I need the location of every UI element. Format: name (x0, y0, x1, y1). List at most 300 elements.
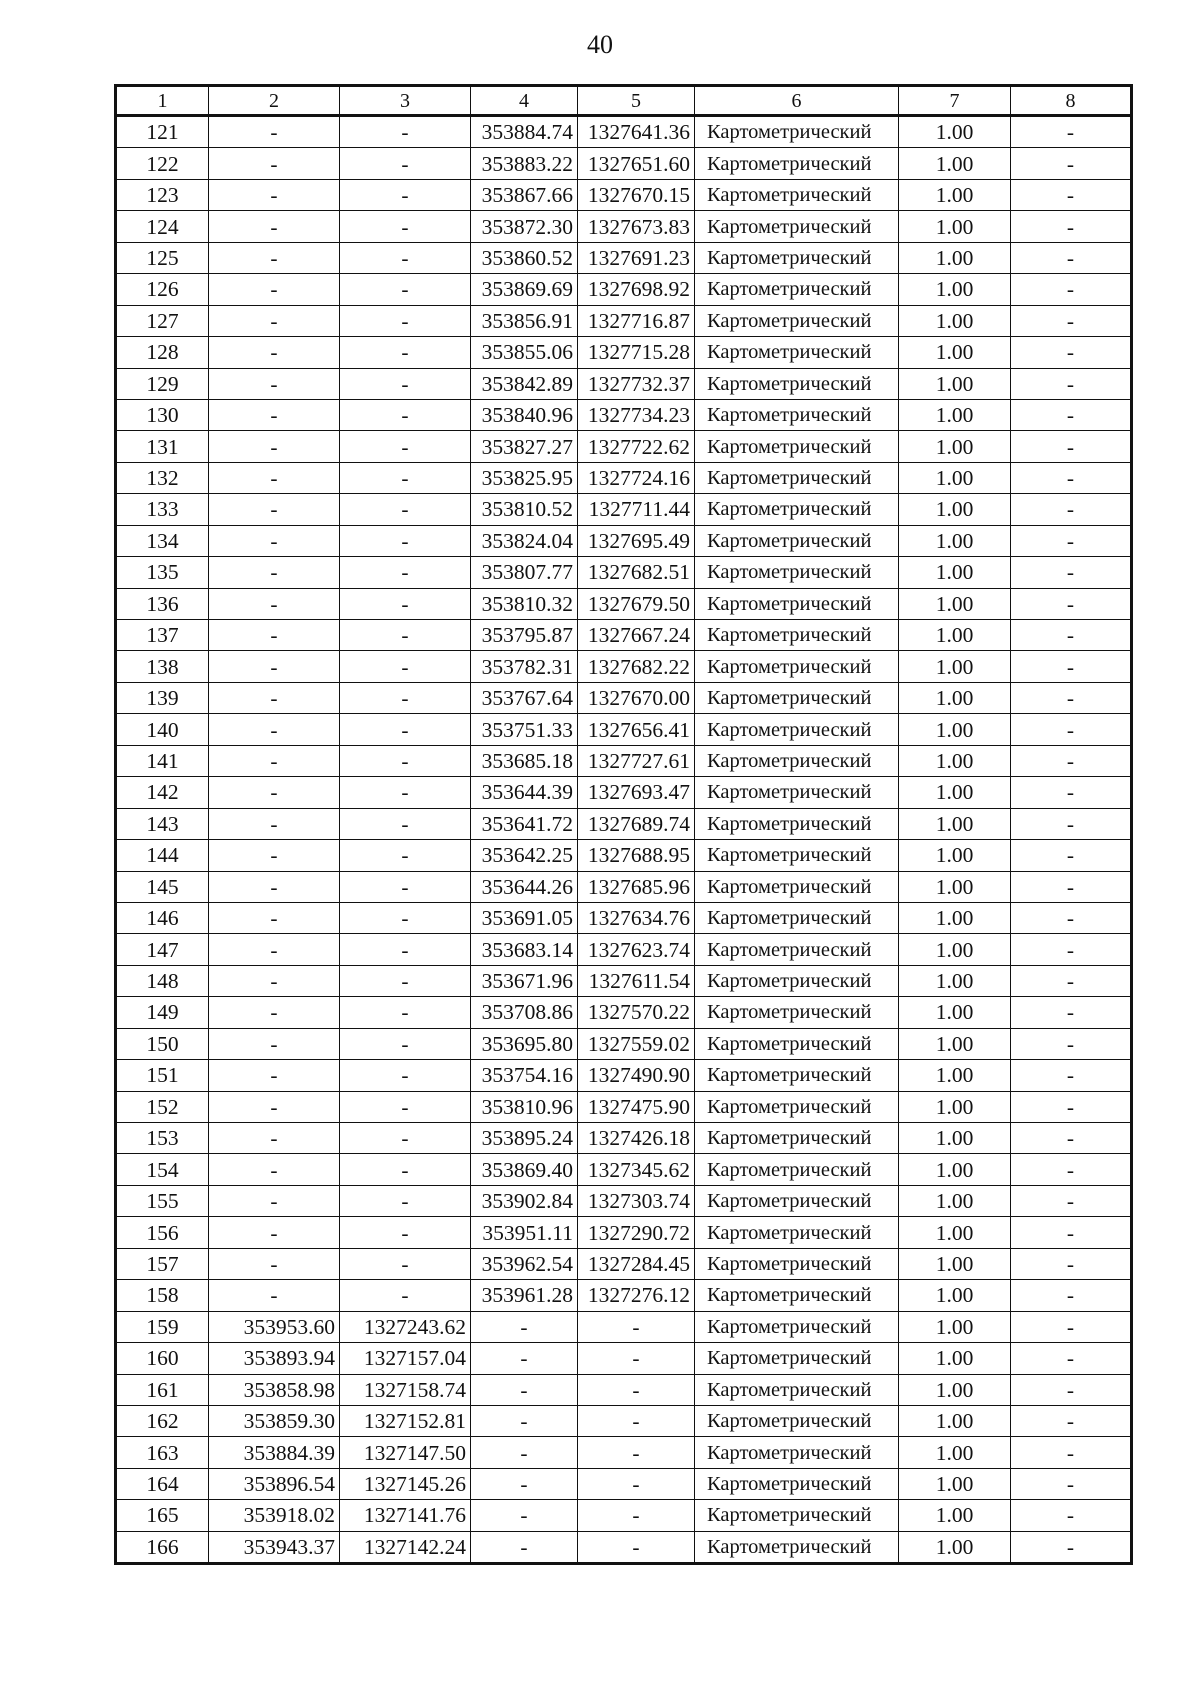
note-cell: - (1011, 1028, 1132, 1059)
old-x-cell: - (209, 1248, 340, 1279)
old-x-cell: 353896.54 (209, 1468, 340, 1499)
new-x-cell: 353824.04 (471, 525, 578, 556)
old-y-cell: - (340, 714, 471, 745)
new-y-cell: - (578, 1500, 695, 1531)
old-x-cell: - (209, 1091, 340, 1122)
point-number-cell: 141 (116, 745, 209, 776)
new-y-cell: 1327722.62 (578, 431, 695, 462)
table-row (116, 1091, 1132, 1122)
old-x-cell: - (209, 179, 340, 210)
table-row (116, 462, 1132, 493)
new-y-cell: 1327716.87 (578, 305, 695, 336)
point-number-cell: 161 (116, 1374, 209, 1405)
old-x-cell: 353893.94 (209, 1343, 340, 1374)
accuracy-cell: 1.00 (899, 808, 1011, 839)
note-cell: - (1011, 902, 1132, 933)
point-number-cell: 166 (116, 1531, 209, 1563)
accuracy-cell: 1.00 (899, 1060, 1011, 1091)
method-cell: Картометрический (695, 620, 899, 651)
accuracy-cell: 1.00 (899, 1468, 1011, 1499)
table-row (116, 305, 1132, 336)
point-number-cell: 154 (116, 1154, 209, 1185)
old-x-cell: - (209, 1185, 340, 1216)
method-cell: Картометрический (695, 1185, 899, 1216)
table-body (116, 116, 1132, 1564)
old-y-cell: 1327157.04 (340, 1343, 471, 1374)
new-y-cell: - (578, 1374, 695, 1405)
new-x-cell: 353642.25 (471, 840, 578, 871)
note-cell: - (1011, 997, 1132, 1028)
point-number-cell: 135 (116, 557, 209, 588)
new-x-cell: 353782.31 (471, 651, 578, 682)
accuracy-cell: 1.00 (899, 148, 1011, 179)
table-row (116, 1405, 1132, 1436)
method-cell: Картометрический (695, 337, 899, 368)
table-row (116, 116, 1132, 148)
new-y-cell: 1327711.44 (578, 494, 695, 525)
old-x-cell: - (209, 934, 340, 965)
old-x-cell: - (209, 525, 340, 556)
point-number-cell: 136 (116, 588, 209, 619)
table-row (116, 651, 1132, 682)
old-y-cell: - (340, 116, 471, 148)
point-number-cell: 127 (116, 305, 209, 336)
old-y-cell: - (340, 997, 471, 1028)
old-x-cell: - (209, 337, 340, 368)
new-y-cell: - (578, 1437, 695, 1468)
new-x-cell: 353825.95 (471, 462, 578, 493)
accuracy-cell: 1.00 (899, 682, 1011, 713)
column-header: 5 (578, 86, 695, 116)
method-cell: Картометрический (695, 902, 899, 933)
column-header: 2 (209, 86, 340, 116)
accuracy-cell: 1.00 (899, 179, 1011, 210)
new-x-cell: 353641.72 (471, 808, 578, 839)
method-cell: Картометрический (695, 588, 899, 619)
accuracy-cell: 1.00 (899, 902, 1011, 933)
new-y-cell: 1327673.83 (578, 211, 695, 242)
new-y-cell: 1327570.22 (578, 997, 695, 1028)
accuracy-cell: 1.00 (899, 1343, 1011, 1374)
table-row (116, 494, 1132, 525)
new-y-cell: 1327559.02 (578, 1028, 695, 1059)
new-x-cell: 353962.54 (471, 1248, 578, 1279)
accuracy-cell: 1.00 (899, 494, 1011, 525)
old-y-cell: - (340, 620, 471, 651)
old-y-cell: - (340, 557, 471, 588)
table-row (116, 431, 1132, 462)
table-row (116, 745, 1132, 776)
table-row (116, 588, 1132, 619)
point-number-cell: 133 (116, 494, 209, 525)
point-number-cell: 128 (116, 337, 209, 368)
old-y-cell: - (340, 1028, 471, 1059)
table-row (116, 337, 1132, 368)
note-cell: - (1011, 1311, 1132, 1342)
accuracy-cell: 1.00 (899, 368, 1011, 399)
new-y-cell: 1327303.74 (578, 1185, 695, 1216)
point-number-cell: 159 (116, 1311, 209, 1342)
new-x-cell: 353810.32 (471, 588, 578, 619)
point-number-cell: 162 (116, 1405, 209, 1436)
new-x-cell: 353795.87 (471, 620, 578, 651)
point-number-cell: 151 (116, 1060, 209, 1091)
old-y-cell: - (340, 274, 471, 305)
old-x-cell: - (209, 682, 340, 713)
point-number-cell: 156 (116, 1217, 209, 1248)
new-x-cell: 353961.28 (471, 1280, 578, 1311)
new-y-cell: 1327634.76 (578, 902, 695, 933)
point-number-cell: 139 (116, 682, 209, 713)
point-number-cell: 163 (116, 1437, 209, 1468)
table-row (116, 1123, 1132, 1154)
new-y-cell: 1327284.45 (578, 1248, 695, 1279)
accuracy-cell: 1.00 (899, 1248, 1011, 1279)
note-cell: - (1011, 305, 1132, 336)
old-y-cell: - (340, 179, 471, 210)
method-cell: Картометрический (695, 997, 899, 1028)
accuracy-cell: 1.00 (899, 1185, 1011, 1216)
old-y-cell: - (340, 211, 471, 242)
note-cell: - (1011, 745, 1132, 776)
point-number-cell: 142 (116, 777, 209, 808)
new-x-cell: 353842.89 (471, 368, 578, 399)
table-row (116, 242, 1132, 273)
note-cell: - (1011, 557, 1132, 588)
table-row (116, 1343, 1132, 1374)
method-cell: Картометрический (695, 431, 899, 462)
table-row (116, 1028, 1132, 1059)
new-y-cell: 1327611.54 (578, 965, 695, 996)
old-x-cell: 353953.60 (209, 1311, 340, 1342)
method-cell: Картометрический (695, 116, 899, 148)
coordinates-table (114, 84, 1133, 1565)
new-y-cell: 1327689.74 (578, 808, 695, 839)
point-number-cell: 149 (116, 997, 209, 1028)
accuracy-cell: 1.00 (899, 462, 1011, 493)
method-cell: Картометрический (695, 871, 899, 902)
new-y-cell: - (578, 1468, 695, 1499)
accuracy-cell: 1.00 (899, 1374, 1011, 1405)
table-row (116, 148, 1132, 179)
method-cell: Картометрический (695, 1374, 899, 1405)
new-y-cell: - (578, 1405, 695, 1436)
column-header: 4 (471, 86, 578, 116)
page-number: 40 (587, 30, 613, 59)
old-y-cell: - (340, 1248, 471, 1279)
old-y-cell: - (340, 242, 471, 273)
new-x-cell: - (471, 1374, 578, 1405)
new-x-cell: 353810.96 (471, 1091, 578, 1122)
table-row (116, 934, 1132, 965)
note-cell: - (1011, 274, 1132, 305)
old-x-cell: - (209, 902, 340, 933)
column-header: 8 (1011, 86, 1132, 116)
note-cell: - (1011, 494, 1132, 525)
old-x-cell: - (209, 462, 340, 493)
note-cell: - (1011, 1060, 1132, 1091)
new-x-cell: 353827.27 (471, 431, 578, 462)
point-number-cell: 132 (116, 462, 209, 493)
table-row (116, 777, 1132, 808)
note-cell: - (1011, 1217, 1132, 1248)
table-row (116, 997, 1132, 1028)
table-row (116, 714, 1132, 745)
table-row (116, 840, 1132, 871)
point-number-cell: 164 (116, 1468, 209, 1499)
accuracy-cell: 1.00 (899, 525, 1011, 556)
table-row (116, 179, 1132, 210)
new-y-cell: 1327670.00 (578, 682, 695, 713)
note-cell: - (1011, 211, 1132, 242)
note-cell: - (1011, 1154, 1132, 1185)
new-x-cell: - (471, 1531, 578, 1563)
old-y-cell: 1327158.74 (340, 1374, 471, 1405)
note-cell: - (1011, 871, 1132, 902)
old-y-cell: - (340, 1154, 471, 1185)
accuracy-cell: 1.00 (899, 242, 1011, 273)
old-y-cell: - (340, 840, 471, 871)
new-x-cell: 353895.24 (471, 1123, 578, 1154)
accuracy-cell: 1.00 (899, 116, 1011, 148)
old-y-cell: - (340, 651, 471, 682)
new-y-cell: 1327682.51 (578, 557, 695, 588)
point-number-cell: 147 (116, 934, 209, 965)
old-y-cell: - (340, 808, 471, 839)
accuracy-cell: 1.00 (899, 777, 1011, 808)
new-x-cell: - (471, 1311, 578, 1342)
table-row (116, 1280, 1132, 1311)
old-y-cell: - (340, 431, 471, 462)
method-cell: Картометрический (695, 494, 899, 525)
point-number-cell: 129 (116, 368, 209, 399)
method-cell: Картометрический (695, 1500, 899, 1531)
table-row (116, 1468, 1132, 1499)
table-row (116, 1248, 1132, 1279)
accuracy-cell: 1.00 (899, 399, 1011, 430)
accuracy-cell: 1.00 (899, 1217, 1011, 1248)
point-number-cell: 148 (116, 965, 209, 996)
method-cell: Картометрический (695, 525, 899, 556)
old-y-cell: - (340, 934, 471, 965)
point-number-cell: 143 (116, 808, 209, 839)
old-x-cell: - (209, 1280, 340, 1311)
old-y-cell: - (340, 1185, 471, 1216)
old-x-cell: - (209, 494, 340, 525)
new-y-cell: 1327695.49 (578, 525, 695, 556)
note-cell: - (1011, 368, 1132, 399)
method-cell: Картометрический (695, 840, 899, 871)
new-x-cell: 353807.77 (471, 557, 578, 588)
note-cell: - (1011, 1248, 1132, 1279)
old-y-cell: - (340, 525, 471, 556)
method-cell: Картометрический (695, 1280, 899, 1311)
accuracy-cell: 1.00 (899, 651, 1011, 682)
note-cell: - (1011, 777, 1132, 808)
new-x-cell: - (471, 1343, 578, 1374)
old-x-cell: - (209, 1154, 340, 1185)
accuracy-cell: 1.00 (899, 1311, 1011, 1342)
table-row (116, 1060, 1132, 1091)
table-row (116, 399, 1132, 430)
note-cell: - (1011, 682, 1132, 713)
old-y-cell: - (340, 965, 471, 996)
point-number-cell: 157 (116, 1248, 209, 1279)
point-number-cell: 124 (116, 211, 209, 242)
column-header: 7 (899, 86, 1011, 116)
old-y-cell: - (340, 588, 471, 619)
new-y-cell: 1327685.96 (578, 871, 695, 902)
accuracy-cell: 1.00 (899, 1531, 1011, 1563)
new-y-cell: 1327276.12 (578, 1280, 695, 1311)
method-cell: Картометрический (695, 305, 899, 336)
note-cell: - (1011, 808, 1132, 839)
table-row (116, 1217, 1132, 1248)
method-cell: Картометрический (695, 148, 899, 179)
new-x-cell: 353767.64 (471, 682, 578, 713)
new-x-cell: 353695.80 (471, 1028, 578, 1059)
method-cell: Картометрический (695, 1468, 899, 1499)
table-row (116, 620, 1132, 651)
method-cell: Картометрический (695, 1248, 899, 1279)
table-row (116, 1500, 1132, 1531)
method-cell: Картометрический (695, 1531, 899, 1563)
method-cell: Картометрический (695, 1060, 899, 1091)
accuracy-cell: 1.00 (899, 1091, 1011, 1122)
accuracy-cell: 1.00 (899, 305, 1011, 336)
old-y-cell: - (340, 148, 471, 179)
new-x-cell: - (471, 1468, 578, 1499)
point-number-cell: 130 (116, 399, 209, 430)
new-x-cell: 353840.96 (471, 399, 578, 430)
table-row (116, 1437, 1132, 1468)
note-cell: - (1011, 620, 1132, 651)
new-x-cell: 353883.22 (471, 148, 578, 179)
note-cell: - (1011, 1185, 1132, 1216)
old-y-cell: 1327145.26 (340, 1468, 471, 1499)
accuracy-cell: 1.00 (899, 1437, 1011, 1468)
old-x-cell: - (209, 557, 340, 588)
accuracy-cell: 1.00 (899, 1405, 1011, 1436)
accuracy-cell: 1.00 (899, 431, 1011, 462)
old-x-cell: - (209, 431, 340, 462)
table-row (116, 902, 1132, 933)
method-cell: Картометрический (695, 1154, 899, 1185)
point-number-cell: 134 (116, 525, 209, 556)
note-cell: - (1011, 651, 1132, 682)
method-cell: Картометрический (695, 274, 899, 305)
old-y-cell: - (340, 902, 471, 933)
table-row (116, 368, 1132, 399)
new-x-cell: 353869.40 (471, 1154, 578, 1185)
point-number-cell: 158 (116, 1280, 209, 1311)
new-y-cell: - (578, 1311, 695, 1342)
new-x-cell: 353671.96 (471, 965, 578, 996)
new-x-cell: 353867.66 (471, 179, 578, 210)
method-cell: Картометрический (695, 211, 899, 242)
old-x-cell: - (209, 965, 340, 996)
point-number-cell: 126 (116, 274, 209, 305)
method-cell: Картометрический (695, 1437, 899, 1468)
note-cell: - (1011, 148, 1132, 179)
method-cell: Картометрический (695, 1405, 899, 1436)
new-x-cell: 353754.16 (471, 1060, 578, 1091)
old-y-cell: - (340, 745, 471, 776)
point-number-cell: 131 (116, 431, 209, 462)
new-y-cell: 1327667.24 (578, 620, 695, 651)
column-header: 6 (695, 86, 899, 116)
old-y-cell: - (340, 682, 471, 713)
old-y-cell: - (340, 777, 471, 808)
method-cell: Картометрический (695, 777, 899, 808)
new-x-cell: 353644.26 (471, 871, 578, 902)
note-cell: - (1011, 525, 1132, 556)
note-cell: - (1011, 399, 1132, 430)
new-y-cell: 1327475.90 (578, 1091, 695, 1122)
old-x-cell: - (209, 777, 340, 808)
new-y-cell: - (578, 1343, 695, 1374)
note-cell: - (1011, 337, 1132, 368)
new-y-cell: 1327345.62 (578, 1154, 695, 1185)
new-x-cell: 353751.33 (471, 714, 578, 745)
method-cell: Картометрический (695, 714, 899, 745)
old-x-cell: - (209, 588, 340, 619)
old-x-cell: - (209, 651, 340, 682)
table-row (116, 274, 1132, 305)
old-y-cell: 1327147.50 (340, 1437, 471, 1468)
old-x-cell: - (209, 368, 340, 399)
new-x-cell: 353856.91 (471, 305, 578, 336)
method-cell: Картометрический (695, 242, 899, 273)
old-x-cell: - (209, 305, 340, 336)
new-x-cell: 353860.52 (471, 242, 578, 273)
accuracy-cell: 1.00 (899, 871, 1011, 902)
accuracy-cell: 1.00 (899, 1500, 1011, 1531)
new-x-cell: 353884.74 (471, 116, 578, 148)
old-x-cell: - (209, 148, 340, 179)
old-x-cell: 353859.30 (209, 1405, 340, 1436)
point-number-cell: 165 (116, 1500, 209, 1531)
accuracy-cell: 1.00 (899, 211, 1011, 242)
note-cell: - (1011, 1091, 1132, 1122)
new-x-cell: 353855.06 (471, 337, 578, 368)
column-header: 3 (340, 86, 471, 116)
accuracy-cell: 1.00 (899, 840, 1011, 871)
note-cell: - (1011, 1531, 1132, 1563)
new-y-cell: 1327290.72 (578, 1217, 695, 1248)
point-number-cell: 155 (116, 1185, 209, 1216)
new-y-cell: 1327670.15 (578, 179, 695, 210)
method-cell: Картометрический (695, 651, 899, 682)
method-cell: Картометрический (695, 745, 899, 776)
old-y-cell: 1327142.24 (340, 1531, 471, 1563)
method-cell: Картометрический (695, 557, 899, 588)
old-x-cell: - (209, 1028, 340, 1059)
new-y-cell: 1327693.47 (578, 777, 695, 808)
method-cell: Картометрический (695, 399, 899, 430)
old-x-cell: - (209, 1217, 340, 1248)
old-x-cell: 353943.37 (209, 1531, 340, 1563)
accuracy-cell: 1.00 (899, 714, 1011, 745)
accuracy-cell: 1.00 (899, 557, 1011, 588)
table-row (116, 871, 1132, 902)
new-y-cell: 1327656.41 (578, 714, 695, 745)
new-y-cell: 1327727.61 (578, 745, 695, 776)
new-y-cell: 1327679.50 (578, 588, 695, 619)
old-x-cell: - (209, 116, 340, 148)
old-x-cell: - (209, 745, 340, 776)
note-cell: - (1011, 1468, 1132, 1499)
